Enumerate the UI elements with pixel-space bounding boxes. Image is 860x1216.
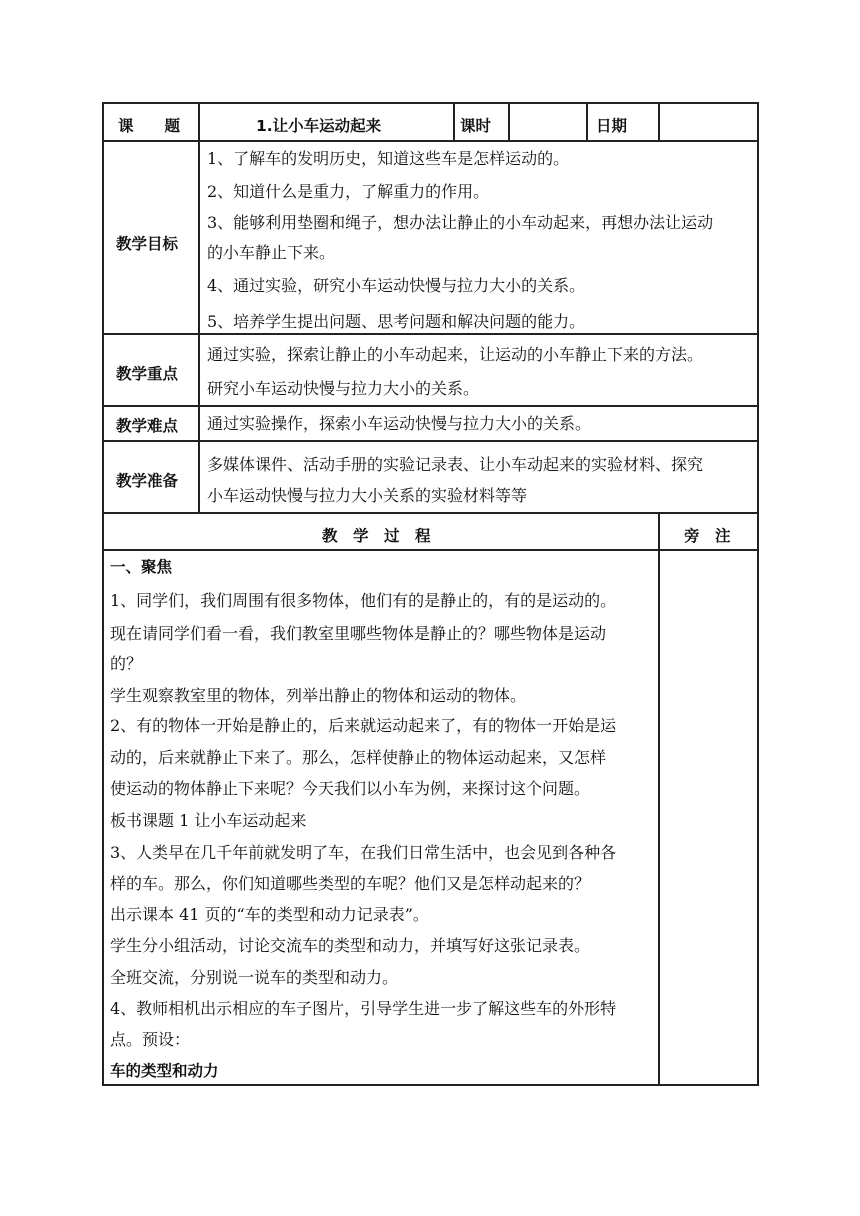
process-label: 教 学 过 程	[322, 527, 431, 545]
process-line: 出示课本 41 页的“车的类型和动力记录表”。	[110, 905, 429, 924]
objectives-label: 教学目标	[116, 235, 179, 253]
preparation-line: 小车运动快慢与拉力大小关系的实验材料等等	[207, 486, 528, 505]
label-column-divider	[198, 102, 200, 513]
process-line: 学生观察教室里的物体，列举出静止的物体和运动的物体。	[110, 686, 527, 705]
header-cell-divider	[453, 102, 455, 141]
process-line: 全班交流，分别说一说车的类型和动力。	[110, 968, 399, 987]
objective-line: 1、了解车的发明历史，知道这些车是怎样运动的。	[207, 149, 570, 168]
process-line: 样的车。那么，你们知道哪些类型的车呢？他们又是怎样动起来的？	[110, 874, 591, 893]
objective-line: 2、知道什么是重力，了解重力的作用。	[207, 182, 490, 201]
process-line: 1、同学们，我们周围有很多物体，他们有的是静止的，有的是运动的。	[110, 591, 617, 610]
notes-label: 旁 注	[684, 527, 731, 545]
key-point-line: 研究小车运动快慢与拉力大小的关系。	[207, 379, 480, 398]
table-row-divider	[102, 140, 759, 142]
table-border-bottom	[102, 1084, 759, 1086]
process-line: 现在请同学们看一看，我们教室里哪些物体是静止的？哪些物体是运动	[110, 624, 607, 643]
objective-line: 3、能够利用垫圈和绳子，想办法让静止的小车动起来，再想办法让运动	[207, 213, 714, 232]
key-point-line: 通过实验，探索让静止的小车动起来，让运动的小车静止下来的方法。	[207, 345, 704, 364]
process-section-heading: 一、聚焦	[110, 558, 173, 576]
difficulties-label: 教学难点	[116, 417, 179, 435]
process-line: 3、人类早在几千年前就发明了车，在我们日常生活中，也会见到各种各	[110, 843, 617, 862]
preparation-label: 教学准备	[116, 472, 179, 490]
notes-column-divider	[658, 102, 660, 141]
table-row-divider	[102, 333, 759, 335]
process-line: 的？	[110, 654, 143, 673]
table-border-right	[757, 102, 759, 1085]
process-line: 板书课题 1 让小车运动起来	[110, 811, 307, 830]
process-line: 动的，后来就静止下来了。那么，怎样使静止的物体运动起来，又怎样	[110, 748, 607, 767]
process-line: 2、有的物体一开始是静止的，后来就运动起来了，有的物体一开始是运	[110, 716, 617, 735]
objective-line: 的小车静止下来。	[207, 243, 336, 262]
table-row-divider	[102, 440, 759, 442]
objective-line: 5、培养学生提出问题、思考问题和解决问题的能力。	[207, 312, 586, 331]
subject-label: 课 题	[118, 117, 181, 135]
difficulty-line: 通过实验操作，探索小车运动快慢与拉力大小的关系。	[207, 414, 592, 433]
table-row-divider	[102, 549, 759, 551]
table-border-left	[102, 102, 104, 1085]
process-subheading: 车的类型和动力	[110, 1062, 219, 1080]
period-label: 课时	[460, 117, 492, 135]
process-line: 点。预设：	[110, 1030, 191, 1049]
table-border-top	[102, 102, 759, 104]
table-row-divider	[102, 512, 759, 514]
process-line: 4、教师相机出示相应的车子图片，引导学生进一步了解这些车的外形特	[110, 999, 617, 1018]
objective-line: 4、通过实验，研究小车运动快慢与拉力大小的关系。	[207, 276, 586, 295]
process-line: 学生分小组活动，讨论交流车的类型和动力，并填写好这张记录表。	[110, 936, 591, 955]
preparation-line: 多媒体课件、活动手册的实验记录表、让小车动起来的实验材料、探究	[207, 455, 704, 474]
table-row-divider	[102, 405, 759, 407]
header-cell-divider	[586, 102, 588, 141]
lesson-title: 1.让小车运动起来	[256, 117, 382, 135]
notes-column-divider	[658, 512, 660, 1085]
process-line: 使运动的物体静止下来呢？今天我们以小车为例，来探讨这个问题。	[110, 779, 591, 798]
header-cell-divider	[508, 102, 510, 141]
date-label: 日期	[596, 117, 628, 135]
key-points-label: 教学重点	[116, 365, 179, 383]
